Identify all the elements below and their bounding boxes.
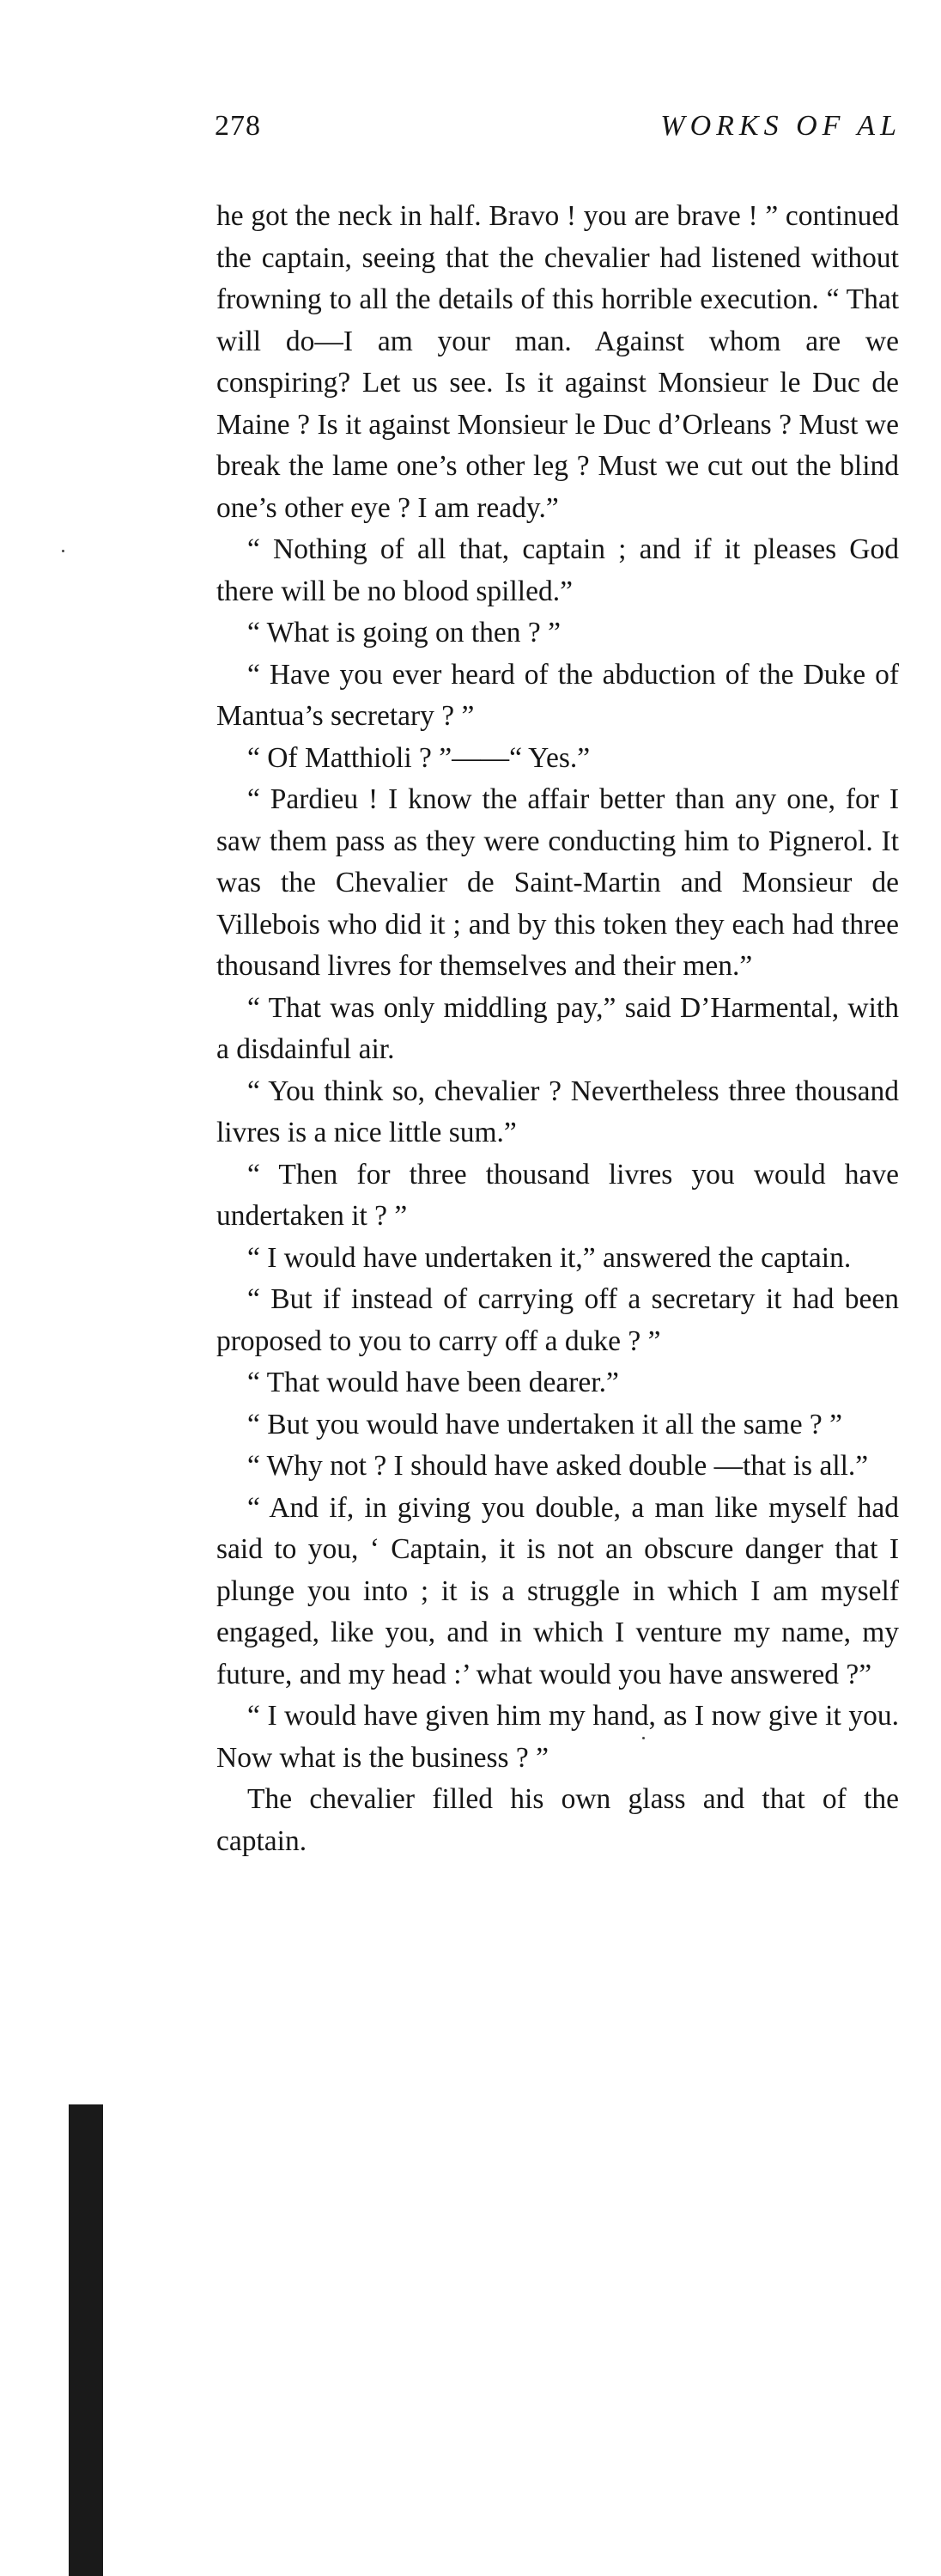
paragraph: “ I would have undertaken it,” answered the captain. [247, 1241, 852, 1274]
paragraph: “ What is going on then ? ” [247, 617, 561, 649]
paragraph: “ Of Matthioli ? ”——“ Yes.” [247, 741, 591, 774]
paragraph: “ That would have been dearer.” [247, 1367, 619, 1398]
scan-speck [642, 1737, 645, 1739]
page-header [215, 110, 902, 158]
paragraph: “ You think so, chevalier ? Nevertheless three thousand livres is a nice little sum.” [216, 1075, 899, 1148]
paragraph: “ Have you ever heard of the abduction of the Duke of Mantua’s secretary ? ” [216, 658, 899, 732]
binding-edge-shadow [69, 2104, 103, 2576]
paragraph: “ I would have given him my hand, as I now give it you. Now what is the business ? ” [216, 1700, 899, 1774]
paragraph: “ Why not ? I should have asked double —that is all.” [247, 1450, 869, 1482]
scan-speck [62, 550, 64, 552]
paragraph: The chevalier filled his own glass and that of the captain. [216, 1783, 899, 1857]
paragraph: “ And if, in giving you double, a man like myself had said to you, ‘ Captain, it is not an obscure danger that I plunge you into ; it is a struggle in which I am myself engaged, like you, and in which I venture my name, my future, and my head :’ what would you have answered ?” [216, 1491, 899, 1690]
body-text [216, 196, 899, 1862]
paragraph: “ But you would have undertaken it all the same ? ” [247, 1408, 843, 1440]
paragraph: “ But if instead of carrying off a secretary it had been proposed to you to carry off a duke ? ” [216, 1283, 899, 1357]
paragraph: he got the neck in half. Bravo ! you are brave ! ” continued the captain, seeing that the chevalier had listened without frowning to all the details of this horrible execution. “ That will do—I am your man. Against whom are we conspiring? Let us see. Is it against Monsieur le Duc de Maine ? Is it against Monsieur le Duc d’Orleans ? Must we break the lame one’s other leg ? Must we cut out the blind one’s other eye ? I am ready.” [216, 200, 899, 524]
paragraph: “ Nothing of all that, captain ; and if it pleases God there will be no blood spilled.” [216, 533, 899, 607]
page-number: 278 [215, 110, 261, 142]
paragraph: “ Then for three thousand livres you would have undertaken it ? ” [216, 1158, 899, 1232]
paragraph: “ That was only middling pay,” said D’Harmental, with a disdainful air. [216, 991, 899, 1065]
paragraph: “ Pardieu ! I know the affair better than any one, for I saw them pass as they were conducting him to Pignerol. It was the Chevalier de Saint-Martin and Monsieur de Villebois who did it ; and by this token they each had three thousand livres for themselves and their men.” [216, 783, 899, 982]
running-head: WORKS OF AL [660, 110, 902, 142]
